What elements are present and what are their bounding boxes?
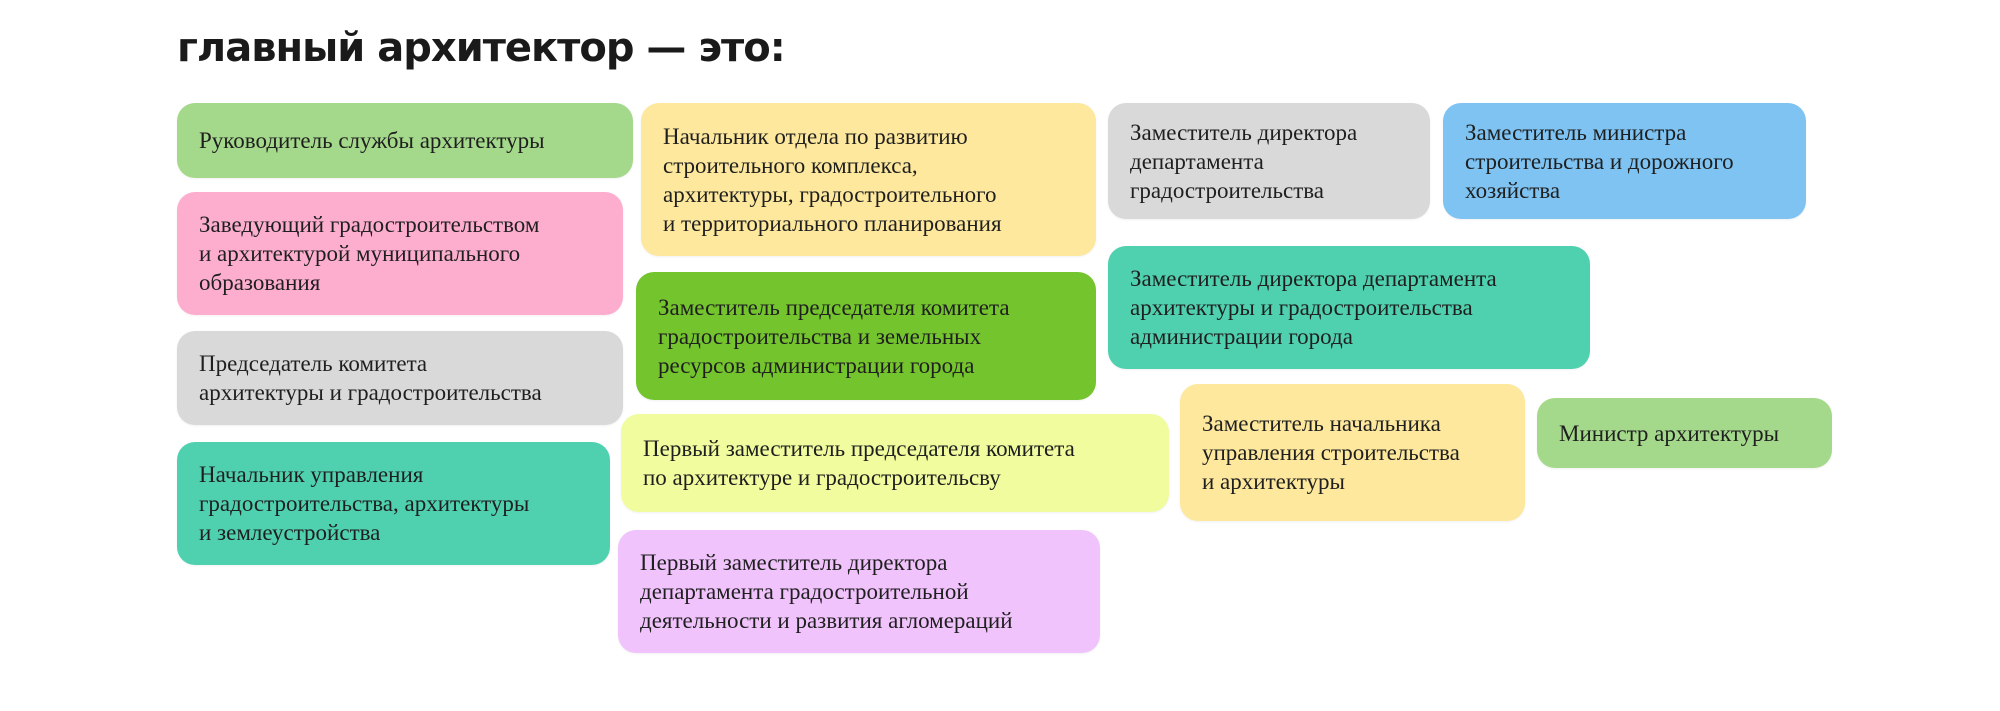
card-label: Первый заместитель председателя комитета по архитектуре и градостроительсву [643,436,1075,490]
card-label: Начальник отдела по развитию строительного комплекса, архитектуры, градостроительного и территориального планирования [663,123,1002,236]
card-minister-architecture [1537,398,1832,468]
card-label: Заместитель министра строительства и дорожного хозяйства [1465,119,1734,203]
card-first-deputy-director [618,530,1100,653]
card-deputy-director-city [1108,246,1590,369]
card-label: Заместитель директора департамента архитектуры и градостроительства администрации города [1130,266,1497,349]
card-label: Заместитель директора департамента градостроительства [1130,119,1358,203]
card-development-chief [641,103,1096,256]
card-municipal-head [177,192,623,315]
card-service-head [177,103,633,178]
card-committee-chairman [177,331,623,425]
card-label: Первый заместитель директора департамента градостроительной деятельности и развития агломераций [640,550,1013,633]
card-label: Министр архитектуры [1559,420,1780,446]
page-title: главный архитектор — это: [177,25,785,71]
card-label: Заведующий градостроительством и архитектурой муниципального образования [199,212,540,295]
card-label: Председатель комитета архитектуры и градостроительства [199,351,542,405]
card-first-deputy-chairman [621,414,1169,512]
card-deputy-committee-chairman [636,272,1096,400]
card-deputy-director-urban [1108,103,1430,219]
card-label: Заместитель председателя комитета градостроительства и земельных ресурсов администрации города [658,294,1010,378]
card-deputy-head-construction [1180,384,1525,521]
card-deputy-minister [1443,103,1806,219]
card-label: Руководитель службы архитектуры [199,128,545,153]
card-department-head [177,442,610,565]
card-label: Начальник управления градостроительства, архитектуры и землеустройства [199,462,530,545]
card-label: Заместитель начальника управления строительства и архитектуры [1202,411,1460,494]
